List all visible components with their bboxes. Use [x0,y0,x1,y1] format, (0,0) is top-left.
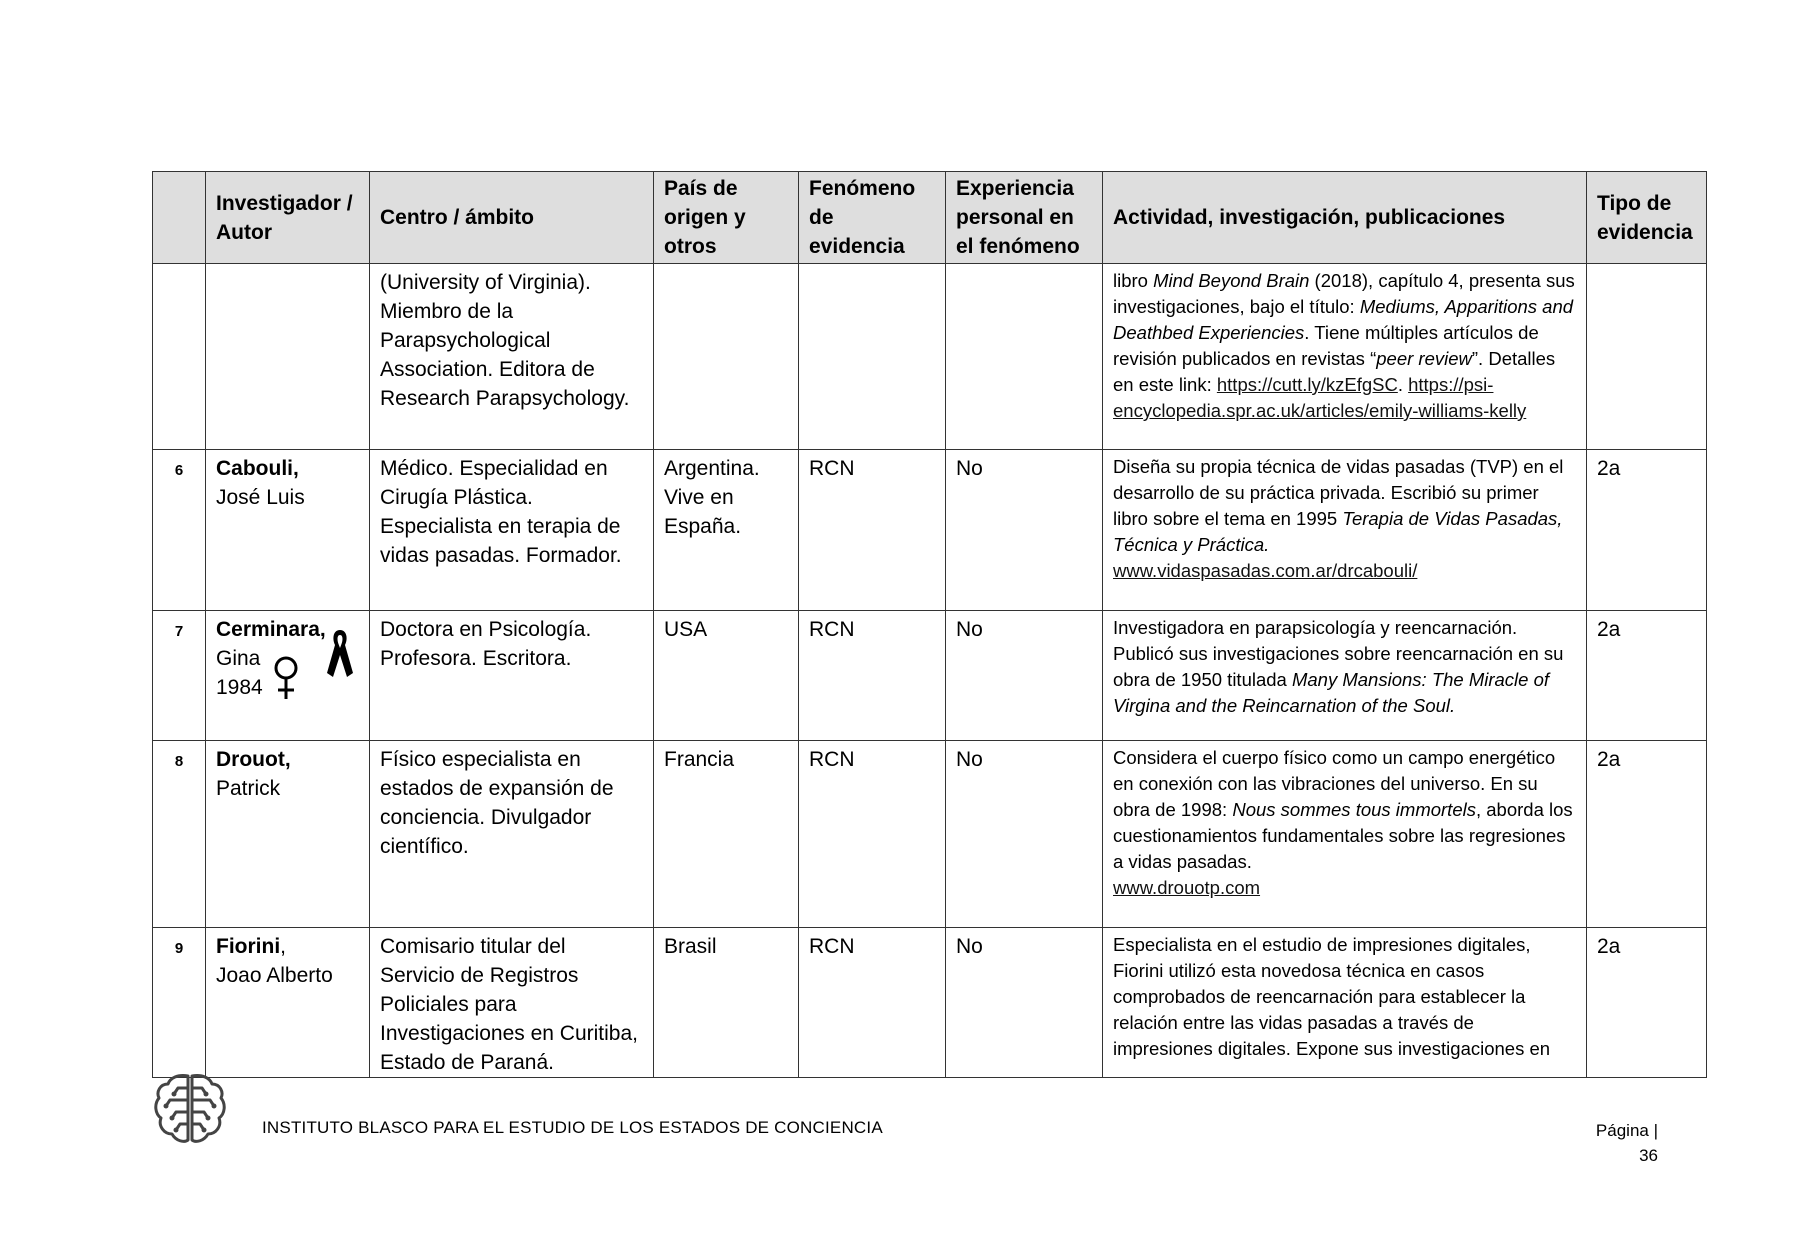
cell-actividad: Considera el cuerpo físico como un campo energético en conexión con las vibraciones del universo. En su obra de 1998: Nous sommes tous immortels, aborda los cuestionamientos fundamentales sobre las regresiones a vidas pasadas. www.drouotp.com [1103,741,1587,928]
cell-investigador [206,928,370,1078]
cell-num [153,264,206,450]
death-year: 1984 [216,676,263,699]
cell-fenomeno [799,264,946,450]
cell-pais: Francia [654,741,799,928]
surname: Fiorini [216,935,281,958]
row-number: 7 [153,611,206,741]
cell-actividad: Diseña su propia técnica de vidas pasadas (TVP) en el desarrollo de su práctica privada. Escribió su primer libro sobre el tema en 1995 Terapia de Vidas Pasadas, Técnica y Práctica. www.vidaspasadas.com.ar/drcabouli/ [1103,450,1587,611]
link-vidaspasadas[interactable]: www.vidaspasadas.com.ar/drcabouli/ [1113,560,1418,581]
table-row [153,928,1707,1078]
cell-experiencia: No [946,741,1103,928]
cell-fenomeno: RCN [799,450,946,611]
link-psi-encyclopedia[interactable]: https://psi-encyclopedia.spr.ac.uk/articles/emily-williams-kelly [1113,374,1527,421]
mourning-ribbon-icon [326,627,354,679]
header-fenomeno: Fenómeno de evidencia [799,172,946,264]
cell-tipo: 2a [1587,611,1707,741]
surname: Drouot, [216,748,291,771]
surname: Cabouli, [216,457,299,480]
row-number: 8 [153,741,206,928]
given-name: Patrick [216,777,281,800]
cell-fenomeno: RCN [799,611,946,741]
cell-fenomeno: RCN [799,741,946,928]
footer-institute: INSTITUTO BLASCO PARA EL ESTUDIO DE LOS ESTADOS DE CONCIENCIA [262,1118,883,1137]
cell-investigador [206,264,370,450]
given-name: José Luis [216,486,305,509]
cell-experiencia [946,264,1103,450]
cell-pais: Brasil [654,928,799,1078]
table-header-row [153,172,1707,264]
cell-centro: Médico. Especialidad en Cirugía Plástica. Especialista en terapia de vidas pasadas. Formador. [370,450,654,611]
cell-centro: Físico especialista en estados de expansión de conciencia. Divulgador científico. [370,741,654,928]
cell-tipo: 2a [1587,928,1707,1078]
table-row [153,450,1707,611]
cell-centro: (University of Virginia). Miembro de la Parapsychological Association. Editora de Research Parapsychology. [370,264,654,450]
cell-tipo: 2a [1587,450,1707,611]
row-number: 6 [153,450,206,611]
cell-pais [654,264,799,450]
cell-experiencia: No [946,928,1103,1078]
brain-circuit-icon [152,1070,228,1146]
cell-fenomeno: RCN [799,928,946,1078]
header-pais: País de origen y otros [654,172,799,264]
table-row [153,741,1707,928]
given-name: Gina [216,647,261,670]
link-cutt[interactable]: https://cutt.ly/kzEfgSC [1216,374,1398,395]
surname: Cerminara, [216,618,326,641]
name-block [216,615,359,702]
table-row [153,611,1707,741]
header-actividad: Actividad, investigación, publicaciones [1103,172,1587,264]
given-name: Joao Alberto [216,964,333,987]
cell-actividad: Especialista en el estudio de impresiones digitales, Fiorini utilizó esta novedosa técnica en casos comprobados de reencarnación para establecer la relación entre las vidas pasadas a través de impresiones digitales. Expone sus investigaciones en [1103,928,1587,1078]
header-experiencia: Experiencia personal en el fenómeno [946,172,1103,264]
cell-actividad: libro Mind Beyond Brain (2018), capítulo 4, presenta sus investigaciones, bajo el título: Mediums, Apparitions and Deathbed Experiencies. Tiene múltiples artículos de revisión publicados en revistas “peer review”. Detalles en este link: https://cutt.ly/kzEfgSC. https://psi-encyclopedia.spr.ac.uk/articles/emily-williams-kelly [1103,264,1587,450]
page-number: 36 [1639,1146,1658,1165]
page-label: Página | [1595,1121,1658,1140]
cell-tipo: 2a [1587,741,1707,928]
header-tipo: Tipo de evidencia [1587,172,1707,264]
cell-experiencia: No [946,611,1103,741]
row-number: 9 [153,928,206,1078]
footer-page-number [1596,1118,1658,1168]
table-row-continuation [153,264,1707,450]
header-centro: Centro / ámbito [370,172,654,264]
cell-centro: Comisario titular del Servicio de Registros Policiales para Investigaciones en Curitiba, Estado de Paraná. [370,928,654,1078]
researchers-table [152,171,1707,1078]
cell-experiencia: No [946,450,1103,611]
header-investigador: Investigador / Autor [206,172,370,264]
cell-tipo [1587,264,1707,450]
cell-centro: Doctora en Psicología. Profesora. Escritora. [370,611,654,741]
cell-pais: USA [654,611,799,741]
cell-pais: Argentina. Vive en España. [654,450,799,611]
cell-investigador [206,450,370,611]
surname-comma: , [280,935,287,958]
link-drouotp[interactable]: www.drouotp.com [1113,877,1261,898]
cell-actividad: Investigadora en parapsicología y reencarnación. Publicó sus investigaciones sobre reencarnación en su obra de 1950 titulada Many Mansions: The Miracle of Virgina and the Reincarnation of the Soul. [1103,611,1587,741]
female-symbol-icon [272,655,300,701]
cell-investigador [206,741,370,928]
header-num [153,172,206,264]
cell-investigador [206,611,370,741]
